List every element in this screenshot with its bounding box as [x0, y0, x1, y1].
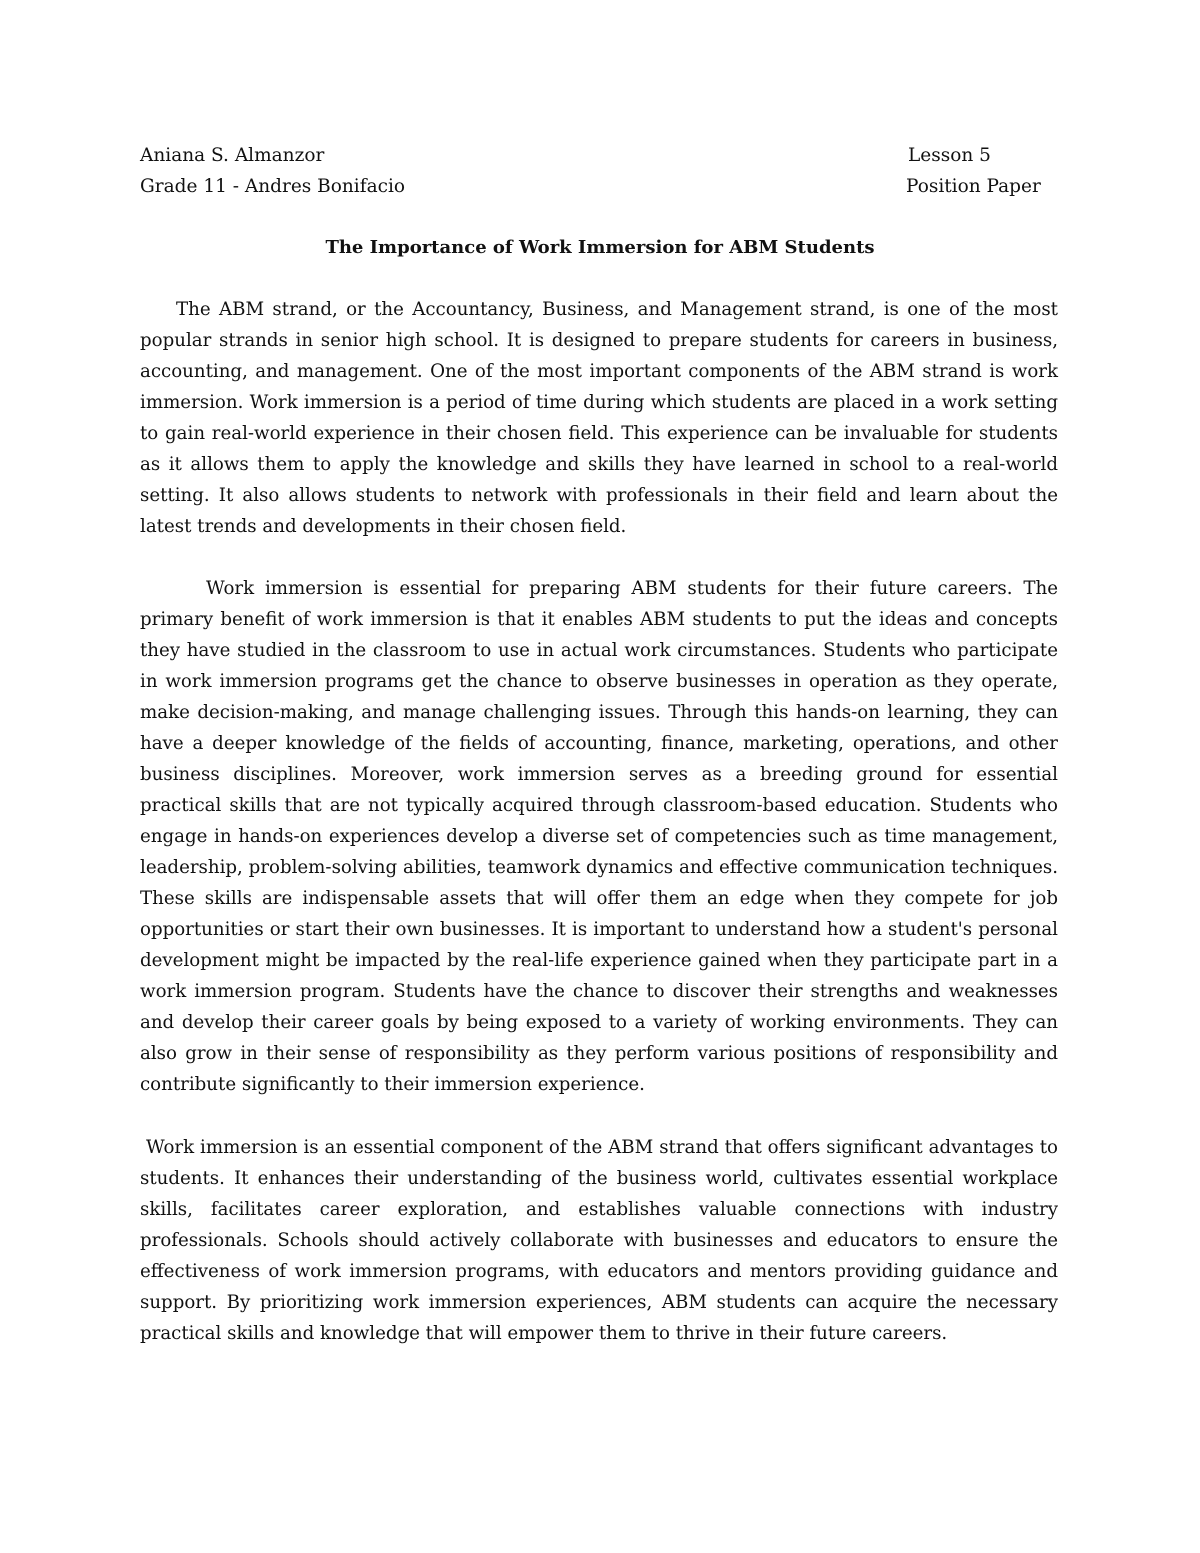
- author-name: Aniana S. Almanzor: [140, 145, 325, 166]
- paragraph-conclusion: Work immersion is an essential component of the ABM strand that offers significant advantages to students. It enhances their understanding of the business world, cultivates essential workplace skills, facilitates career exploration, and establishes valuable connections with industry professionals. Schools should actively collaborate with businesses and educators to ensure the effectiveness of work immersion programs, with educators and mentors providing guidance and support. By prioritizing work immersion experiences, ABM students can acquire the necessary practical skills and knowledge that will empower them to thrive in their future careers.: [140, 1137, 1058, 1344]
- header-row-1: [140, 141, 1060, 171]
- grade-section: Grade 11 - Andres Bonifacio: [140, 176, 406, 197]
- document-type: Position Paper: [906, 176, 1041, 197]
- paragraph-body: Work immersion is essential for preparing ABM students for their future careers. The primary benefit of work immersion is that it enables ABM students to put the ideas and concepts they have studied in the classroom to use in actual work circumstances. Students who participate in work immersion programs get the chance to observe businesses in operation as they operate, make decision-making, and manage challenging issues. Through this hands-on learning, they can have a deeper knowledge of the fields of accounting, finance, marketing, operations, and other business disciplines. Moreover, work immersion serves as a breeding ground for essential practical skills that are not typically acquired through classroom-based education. Students who engage in hands-on experiences develop a diverse set of competencies such as time management, leadership, problem-solving abilities, teamwork dynamics and effective communication techniques. These skills are indispensable assets that will offer them an edge when they compete for job opportunities or start their own businesses. It is important to understand how a student's personal development might be impacted by the real-life experience gained when they participate part in a work immersion program. Students have the chance to discover their strengths and weaknesses and develop their career goals by being exposed to a variety of working environments. They can also grow in their sense of responsibility as they perform various positions of responsibility and contribute significantly to their immersion experience.: [140, 578, 1058, 1095]
- header-row-2: [140, 172, 1060, 202]
- document-title: The Importance of Work Immersion for ABM Students: [325, 237, 875, 258]
- paragraph-intro: The ABM strand, or the Accountancy, Business, and Management strand, is one of the most popular strands in senior high school. It is designed to prepare students for careers in business, accounting, and management. One of the most important components of the ABM strand is work immersion. Work immersion is a period of time during which students are placed in a work setting to gain real-world experience in their chosen field. This experience can be invaluable for students as it allows them to apply the knowledge and skills they have learned in school to a real-world setting. It also allows students to network with professionals in their field and learn about the latest trends and developments in their chosen field.: [140, 299, 1058, 537]
- lesson-label: Lesson 5: [908, 145, 991, 166]
